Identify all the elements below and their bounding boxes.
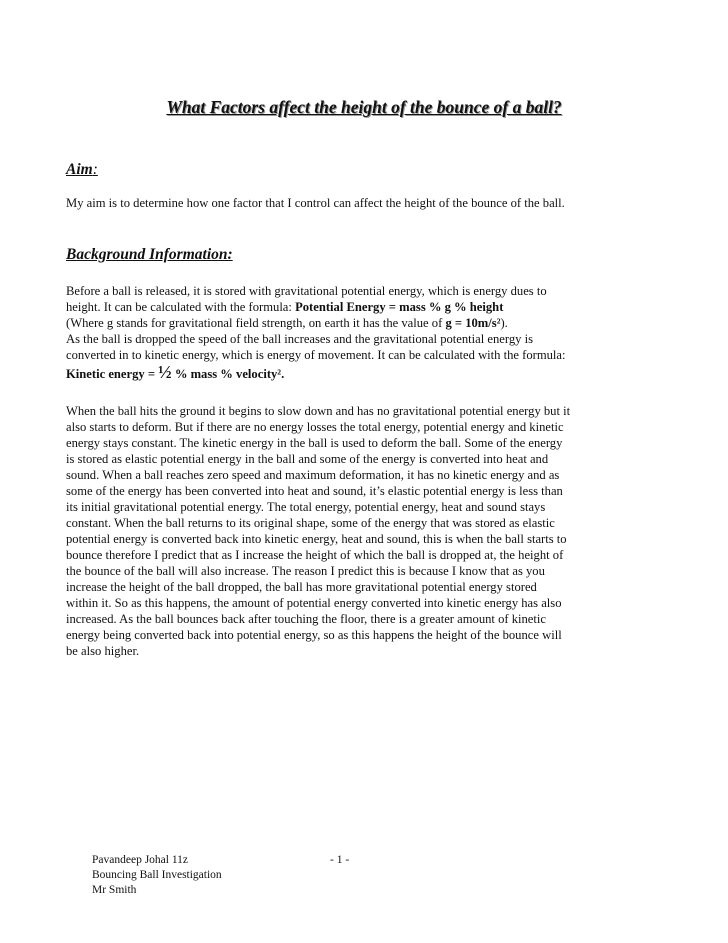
background-paragraph-2 bbox=[66, 403, 666, 659]
text-line: within it. So as this happens, the amount of potential energy converted into kinetic energy has also bbox=[66, 596, 562, 610]
text-line: also starts to deform. But if there are no energy losses the total energy, potential energy and kinetic bbox=[66, 420, 564, 434]
footer-author: Pavandeep Johal 11z bbox=[92, 854, 189, 866]
text-line: constant. When the ball returns to its original shape, some of the energy that was stored as elastic bbox=[66, 516, 555, 530]
text-line bbox=[66, 315, 666, 331]
half-symbol: ½ bbox=[158, 362, 172, 382]
text-line: some of the energy has been converted into heat and sound, it’s elastic potential energy is less than bbox=[66, 484, 563, 498]
page-title: What Factors affect the height of the bounce of a ball? bbox=[166, 97, 562, 117]
aim-heading-colon: : bbox=[92, 161, 98, 178]
page-number: - 1 - bbox=[330, 854, 350, 866]
text-line: is stored as elastic potential energy in the ball and some of the energy is converted into heat and bbox=[66, 452, 549, 466]
text-line: energy stays constant. The kinetic energy in the ball is used to deform the ball. Some of the energy bbox=[66, 436, 563, 450]
footer-project: Bouncing Ball Investigation bbox=[92, 869, 222, 881]
text-line: When the ball hits the ground it begins to slow down and has no gravitational potential energy but it bbox=[66, 404, 571, 418]
potential-energy-formula: Potential Energy = mass % g % height bbox=[295, 300, 504, 314]
footer-info bbox=[92, 853, 222, 898]
text-line: the bounce of the ball will also increase. The reason I predict this is because I know that as you bbox=[66, 564, 545, 578]
text-line: sound. When a ball reaches zero speed and maximum deformation, it has no kinetic energy and as bbox=[66, 468, 560, 482]
text-line: its initial gravitational potential energy. The total energy, potential energy, heat and sound stays bbox=[66, 500, 546, 514]
text-run: % mass % velocity². bbox=[171, 367, 285, 381]
text-line bbox=[66, 299, 666, 315]
text-line: Before a ball is released, it is stored with gravitational potential energy, which is energy dues to bbox=[66, 284, 547, 298]
text-run: (Where g stands for gravitational field strength, on earth it has the value of bbox=[66, 316, 446, 330]
text-line: be also higher. bbox=[66, 644, 140, 658]
footer-teacher: Mr Smith bbox=[92, 884, 137, 896]
gravity-value: g = 10m/s² bbox=[445, 316, 501, 330]
aim-text: My aim is to determine how one factor that I control can affect the height of the bounce of the ball. bbox=[66, 196, 565, 210]
aim-heading-text: Aim bbox=[66, 161, 93, 178]
text-line: increase the height of the ball dropped, the ball has more gravitational potential energy stored bbox=[66, 580, 537, 594]
aim-heading bbox=[66, 161, 98, 179]
text-line: As the ball is dropped the speed of the ball increases and the gravitational potential energy is bbox=[66, 332, 533, 346]
text-run: ). bbox=[500, 316, 508, 330]
text-line: converted in to kinetic energy, which is energy of movement. It can be calculated with the formula: bbox=[66, 348, 566, 362]
kinetic-energy-formula bbox=[66, 363, 666, 382]
background-paragraph-1 bbox=[66, 283, 666, 382]
text-line: energy being converted back into potential energy, so as this happens the height of the bounce will bbox=[66, 628, 562, 642]
text-run: Kinetic energy = bbox=[66, 367, 159, 381]
text-line: bounce therefore I predict that as I increase the height of which the ball is dropped at, the height of bbox=[66, 548, 564, 562]
text-line: potential energy is converted back into kinetic energy, heat and sound, this is when the ball starts to bbox=[66, 532, 567, 546]
background-heading: Background Information: bbox=[66, 246, 233, 263]
text-run: height. It can be calculated with the formula: bbox=[66, 300, 296, 314]
text-line: increased. As the ball bounces back after touching the floor, there is a greater amount of kinetic bbox=[66, 612, 546, 626]
